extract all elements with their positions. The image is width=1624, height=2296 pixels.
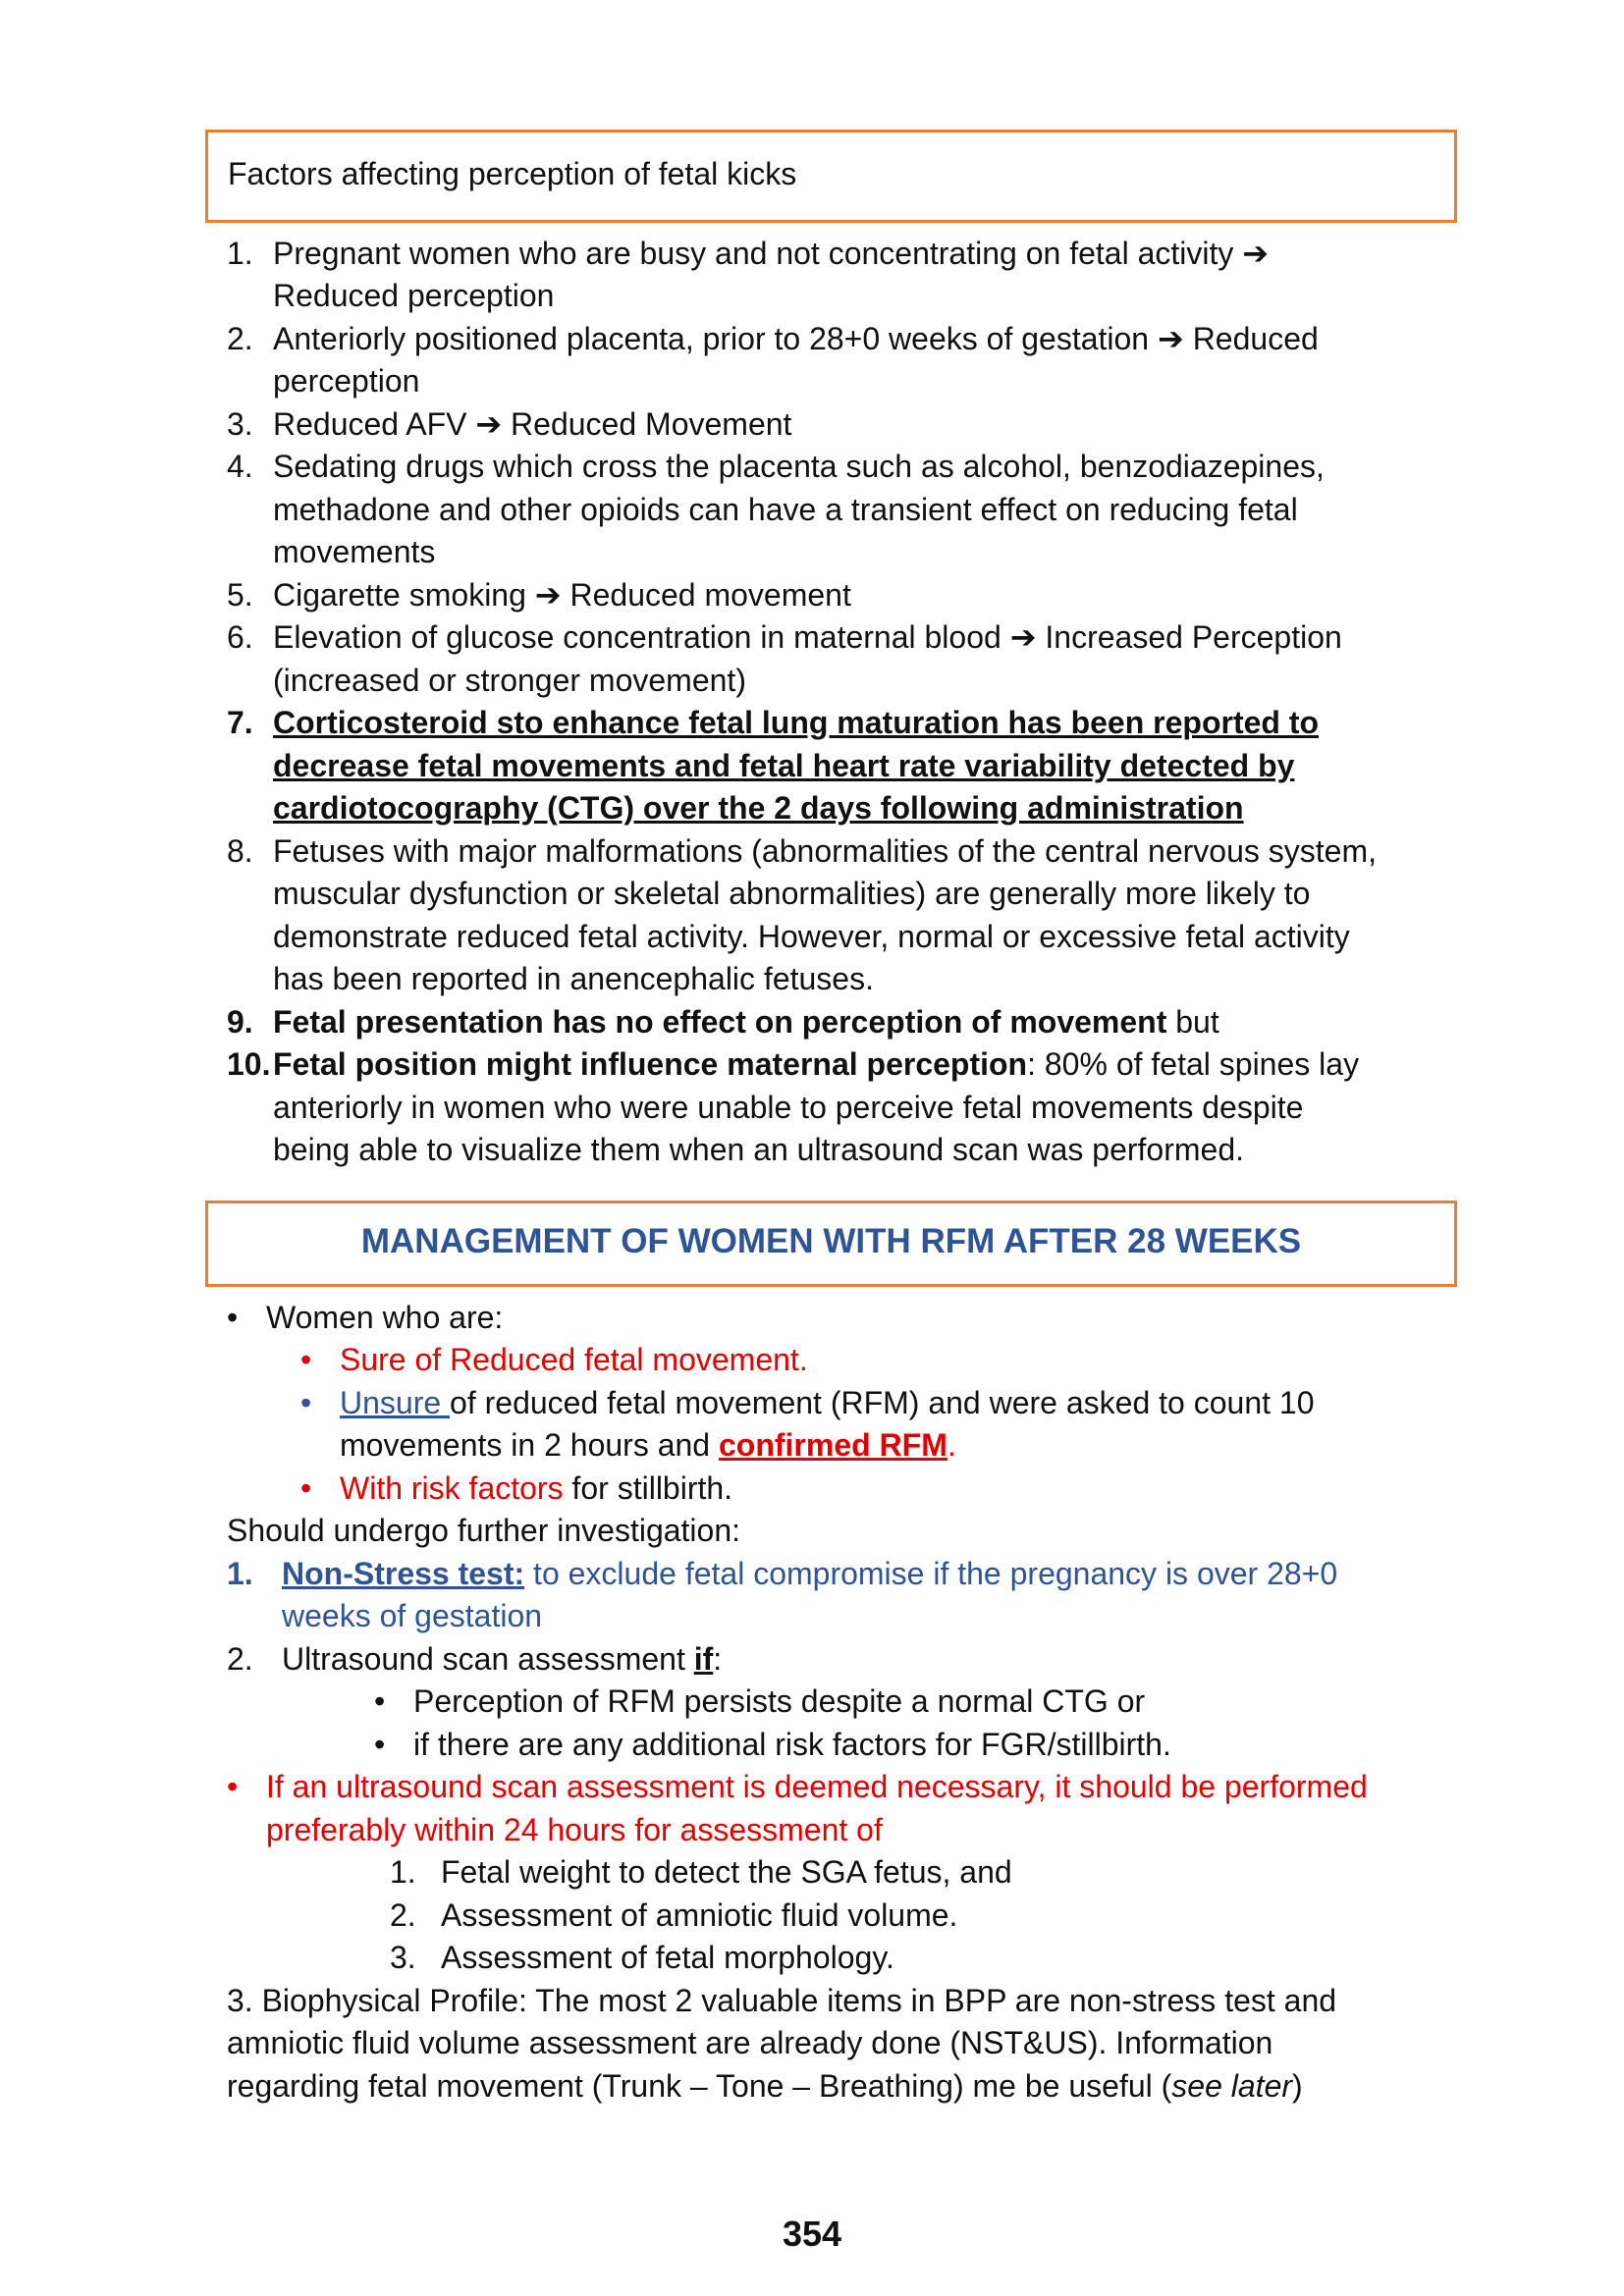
list-item-line: perception (273, 363, 420, 399)
list-number: 5. (227, 577, 253, 613)
nst-label: Non-Stress test: (282, 1556, 525, 1591)
management-heading-box (205, 1201, 1457, 1287)
list-item-line: (increased or stronger movement) (273, 663, 746, 698)
list-item-line: Elevation of glucose concentration in maternal blood ➔ Increased Perception (273, 619, 1342, 655)
list-number: 1. (390, 1854, 416, 1890)
section-title-box (205, 130, 1457, 223)
bold-phrase: Fetal position might influence maternal perception (273, 1046, 1028, 1082)
unsure-item-line2 (340, 1424, 956, 1467)
text-run: ) (1292, 2068, 1303, 2104)
bullet-icon: • (374, 1727, 386, 1762)
list-item-line: methadone and other opioids can have a transient effect on reducing fetal (273, 492, 1298, 527)
bullet-icon: • (300, 1385, 312, 1420)
list-item-line: Pregnant women who are busy and not concentrating on fetal activity ➔ (273, 236, 1270, 271)
list-number: 8. (227, 833, 253, 869)
text-run: to exclude fetal compromise if the pregnancy is over 28+0 (524, 1556, 1338, 1591)
list-item-line: movements (273, 534, 436, 569)
assessment-item: Fetal weight to detect the SGA fetus, and (441, 1854, 1012, 1890)
unsure-link[interactable]: Unsure (340, 1385, 451, 1420)
bpp-paragraph-line (227, 2065, 1303, 2108)
text-run: With risk factors (340, 1470, 564, 1506)
text-run: but (1166, 1004, 1219, 1040)
list-item-line: Reduced perception (273, 278, 555, 313)
text-run: Ultrasound scan assessment (282, 1641, 694, 1677)
list-number: 3. (390, 1940, 416, 1975)
list-item-line: Fetuses with major malformations (abnormalities of the central nervous system, (273, 833, 1377, 869)
list-item-line: Sedating drugs which cross the placenta such as alcohol, benzodiazepines, (273, 449, 1325, 484)
assessment-item: Assessment of amniotic fluid volume. (441, 1897, 958, 1933)
list-item-line: demonstrate reduced fetal activity. However, normal or excessive fetal activity (273, 919, 1350, 954)
text-run: : (713, 1641, 723, 1677)
section-title: Factors affecting perception of fetal kicks (228, 156, 797, 191)
red-note-line2: preferably within 24 hours for assessment of (266, 1812, 883, 1847)
ultrasound-item (282, 1638, 722, 1681)
list-number: 2. (227, 1641, 253, 1677)
should-undergo: Should undergo further investigation: (227, 1513, 741, 1548)
bpp-paragraph-line: amniotic fluid volume assessment are already done (NST&US). Information (227, 2025, 1273, 2060)
list-number: 2. (227, 321, 253, 356)
list-item-line: Reduced AFV ➔ Reduced Movement (273, 406, 792, 442)
list-number: 9. (227, 1004, 253, 1040)
text-run: : 80% of fetal spines lay (1027, 1046, 1360, 1082)
bullet-icon: • (374, 1683, 386, 1719)
bullet-icon: • (300, 1342, 312, 1377)
list-number: 4. (227, 449, 253, 484)
list-item-line (273, 1043, 1359, 1086)
list-number: 10. (227, 1046, 271, 1082)
bold-phrase: Fetal presentation has no effect on perception of movement (273, 1004, 1167, 1040)
text-run: movements in 2 hours and (340, 1427, 719, 1463)
risk-item (340, 1468, 732, 1510)
unsure-item (340, 1382, 1314, 1424)
list-number: 1. (227, 1556, 253, 1591)
list-item-line: Corticosteroid sto enhance fetal lung maturation has been reported to (273, 705, 1320, 740)
confirmed-rfm: confirmed RFM (718, 1427, 947, 1463)
bpp-paragraph-line: 3. Biophysical Profile: The most 2 valuable items in BPP are non-stress test and (227, 1983, 1337, 2018)
list-item-line: Anteriorly positioned placenta, prior to 28+0 weeks of gestation ➔ Reduced (273, 321, 1319, 356)
list-number: 1. (227, 236, 253, 271)
list-item-line: has been reported in anencephalic fetuses. (273, 961, 874, 996)
bullet-icon: • (300, 1470, 312, 1506)
list-item-line: Cigarette smoking ➔ Reduced movement (273, 577, 851, 613)
women-who-are: Women who are: (266, 1300, 504, 1335)
page-number: 354 (782, 2214, 842, 2254)
management-heading: MANAGEMENT OF WOMEN WITH RFM AFTER 28 WEEKS (360, 1222, 1302, 1260)
list-item-line: anteriorly in women who were unable to perceive fetal movements despite (273, 1090, 1304, 1125)
text-run: of reduced fetal movement (RFM) and were asked to count 10 (450, 1385, 1315, 1420)
nst-item-line2: weeks of gestation (282, 1598, 543, 1633)
red-note: If an ultrasound scan assessment is deemed necessary, it should be performed (266, 1769, 1368, 1804)
ultrasound-condition: Perception of RFM persists despite a normal CTG or (413, 1683, 1146, 1719)
text-run: regarding fetal movement (Trunk – Tone – Breathing) me be useful ( (227, 2068, 1172, 2104)
assessment-item: Assessment of fetal morphology. (441, 1940, 894, 1975)
if-word: if (693, 1641, 714, 1677)
bullet-icon: • (227, 1300, 239, 1335)
list-number: 2. (390, 1897, 416, 1933)
list-number: 3. (227, 406, 253, 442)
list-item-line: cardiotocography (CTG) over the 2 days following administration (273, 790, 1244, 826)
bullet-icon: • (227, 1769, 239, 1804)
list-item-line: muscular dysfunction or skeletal abnormalities) are generally more likely to (273, 876, 1311, 911)
sure-item: Sure of Reduced fetal movement. (340, 1342, 808, 1377)
list-item-line: decrease fetal movements and fetal heart rate variability detected by (273, 748, 1295, 783)
list-number: 6. (227, 619, 253, 655)
text-run: for stillbirth. (563, 1470, 733, 1506)
list-item-line: being able to visualize them when an ultrasound scan was performed. (273, 1132, 1245, 1167)
see-later: see later (1171, 2068, 1293, 2104)
text-run: . (947, 1427, 956, 1463)
ultrasound-condition: if there are any additional risk factors for FGR/stillbirth. (413, 1727, 1171, 1762)
list-item-line (273, 1001, 1219, 1043)
list-number: 7. (227, 705, 253, 740)
nst-item (282, 1553, 1337, 1595)
